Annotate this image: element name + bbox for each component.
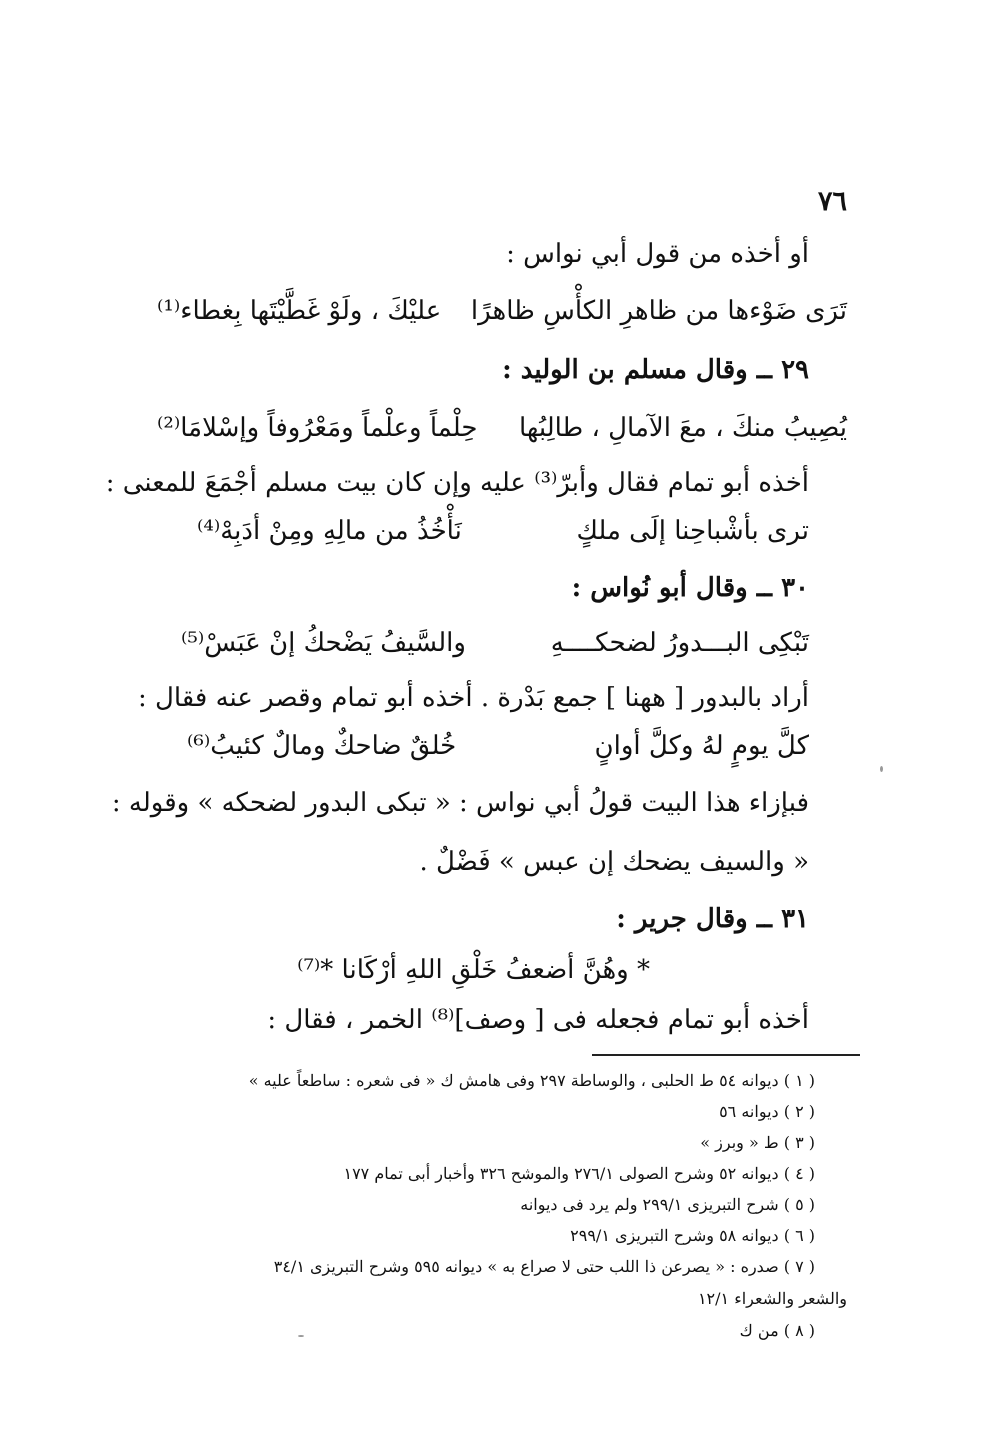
verse-line xyxy=(157,413,847,453)
footnote: ( ٦ ) ديوانه ٥٨ وشرح التبريزى ٢٩٩/١ xyxy=(570,1226,815,1245)
verse-first-hemistich: يُصِيبُ منكَ ، معَ الآمالِ ، طالِبُها xyxy=(518,413,847,443)
footnote-continuation: والشعر والشعراء ١٢/١ xyxy=(697,1289,847,1308)
verse-second-hemistich: عليْكَ ، ولَوْ غَطَّيْتَها بِغطاء⁽¹⁾ xyxy=(157,296,442,326)
verse-second-hemistich: خُلقٌ ضاحكٌ ومالٌ كئيبُ⁽⁶⁾ xyxy=(187,731,457,761)
verse-second-hemistich: حِلْماً وعلْماً ومَعْرُوفاً وإسْلامَا⁽²⁾ xyxy=(157,413,478,443)
verse-first-hemistich: كلَّ يومٍ لهُ وكلَّ أوانٍ xyxy=(594,731,809,761)
body-line: أخذه أبو تمام فقال وأبرّ⁽³⁾ عليه وإن كان بيت مسلم أجْمَعَ للمعنى : xyxy=(105,468,809,498)
verse-line xyxy=(157,296,847,336)
verse-first-hemistich: تَبْكِى البـــدورُ لضحكــــهِ xyxy=(550,628,809,658)
footnote: ( ١ ) ديوانه ٥٤ ط الحلبى ، والوساطة ٢٩٧ وفى هامش ك « فى شعره : ساطعاً عليه » xyxy=(248,1071,815,1090)
footnote: ( ٣ ) ط « وبرز » xyxy=(700,1133,815,1152)
verse-first-hemistich: تَرَى ضَوْءها من ظاهرِ الكأْسِ ظاهرًا xyxy=(470,296,847,326)
section-heading: ٣٠ ــ وقال أبو نُواس : xyxy=(571,573,809,603)
verse-line xyxy=(197,516,809,556)
body-line: أخذه أبو تمام فجعله فى [ وصف]⁽⁸⁾ الخمر ، فقال : xyxy=(267,1005,809,1035)
verse-second-hemistich: والسَّيفُ يَضْحكُ إنْ عَبَسْ⁽⁵⁾ xyxy=(181,628,466,658)
footnote: ( ٨ ) من ك xyxy=(739,1321,815,1340)
section-heading: ٣١ ــ وقال جرير : xyxy=(616,904,809,934)
verse-first-hemistich: ترى بأشْباحِنا إلَى ملكٍ xyxy=(576,516,809,546)
verse-second-hemistich: نَأْخُذُ من مالِهِ ومِنْ أدَبِهْ⁽⁴⁾ xyxy=(197,516,462,546)
verse-line xyxy=(187,731,809,771)
verse-line xyxy=(181,628,809,668)
paper-speck xyxy=(880,766,883,772)
footnote: ( ٤ ) ديوانه ٥٢ وشرح الصولى ٢٧٦/١ والموشح ٣٢٦ وأخبار أبى تمام ١٧٧ xyxy=(343,1164,815,1183)
body-line: أراد بالبدور [ ههنا ] جمع بَدْرة . أخذه أبو تمام وقصر عنه فقال : xyxy=(137,683,809,713)
verse-hemistich: * وهُنَّ أضعفُ خَلْقِ اللهِ أرْكَانا *⁽⁷⁾ xyxy=(297,955,650,985)
body-line: فبإزاء هذا البيت قولُ أبي نواس : « تبكى البدور لضحكه » وقوله : xyxy=(111,788,809,818)
page-number: ٧٦ xyxy=(817,186,847,217)
footnote: ( ٢ ) ديوانه ٥٦ xyxy=(719,1102,815,1121)
footnote: ( ٥ ) شرح التبريزى ٢٩٩/١ ولم يرد فى ديوانه xyxy=(520,1195,815,1214)
body-line: أو أخذه من قول أبي نواس : xyxy=(506,239,809,269)
paper-speck xyxy=(298,1335,304,1337)
footnote: ( ٧ ) صدره : « يصرعن ذا اللب حتى لا صراع به » ديوانه ٥٩٥ وشرح التبريزى ٣٤/١ xyxy=(273,1257,815,1276)
footnote-separator xyxy=(592,1054,860,1056)
body-line: « والسيف يضحك إن عبس » فَضْلٌ . xyxy=(419,847,809,877)
section-heading: ٢٩ ــ وقال مسلم بن الوليد : xyxy=(502,355,809,385)
